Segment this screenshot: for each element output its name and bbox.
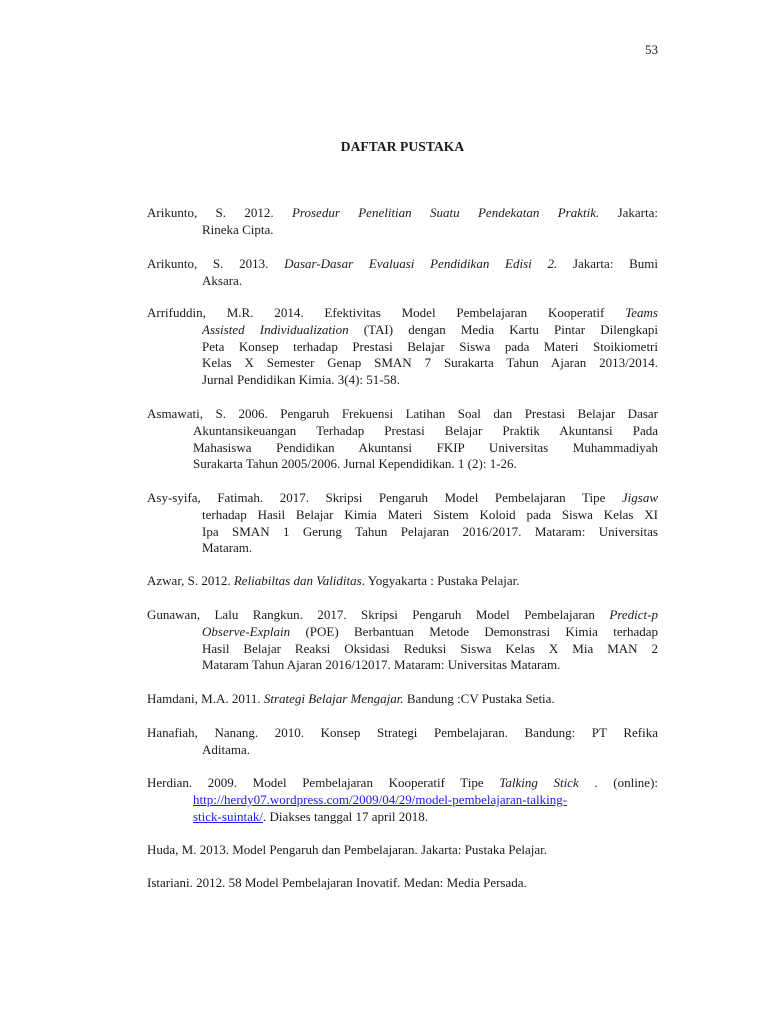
reference-text: Akuntansikeuangan Terhadap Prestasi Belajar Praktik Akuntansi Pada bbox=[193, 422, 658, 438]
reference-line bbox=[147, 322, 658, 339]
reference-entry bbox=[147, 573, 658, 590]
reference-text: Arikunto, S. 2012. bbox=[147, 205, 292, 220]
reference-text: Aditama. bbox=[202, 741, 251, 757]
reference-line bbox=[147, 842, 658, 859]
reference-text: Azwar, S. 2012. bbox=[147, 573, 234, 588]
reference-line bbox=[147, 641, 658, 658]
reference-link[interactable]: http://herdy07.wordpress.com/2009/04/29/model-pembelajaran-talking- bbox=[193, 791, 568, 807]
reference-line bbox=[147, 691, 658, 708]
reference-line bbox=[147, 355, 658, 372]
reference-text: Istariani. 2012. 58 Model Pembelajaran Inovatif. Medan: Media Persada. bbox=[147, 875, 527, 890]
reference-line bbox=[147, 657, 658, 674]
reference-line bbox=[147, 305, 658, 322]
reference-text: . Yogyakarta : Pustaka Pelajar. bbox=[361, 573, 520, 588]
reference-line bbox=[147, 205, 658, 222]
reference-text: Arikunto, S. 2013. bbox=[147, 256, 285, 271]
reference-text: Aksara. bbox=[202, 272, 243, 288]
reference-line bbox=[147, 423, 658, 440]
reference-line bbox=[147, 406, 658, 423]
reference-line bbox=[147, 742, 658, 759]
reference-text: Jakarta: bbox=[599, 205, 659, 220]
reference-text: Jakarta: Bumi bbox=[557, 256, 658, 271]
reference-text: Huda, M. 2013. Model Pengaruh dan Pembelajaran. Jakarta: Pustaka Pelajar. bbox=[147, 842, 548, 857]
reference-line bbox=[147, 256, 658, 273]
reference-line bbox=[147, 624, 658, 641]
reference-line bbox=[147, 273, 658, 290]
reference-text: Asmawati, S. 2006. Pengaruh Frekuensi Latihan Soal dan Prestasi Belajar Dasar bbox=[147, 406, 658, 421]
reference-text: Rineka Cipta. bbox=[202, 221, 274, 237]
reference-text: Jurnal Pendidikan Kimia. 3(4): 51-58. bbox=[202, 372, 400, 388]
reference-italic-title: Dasar-Dasar Evaluasi Pendidikan Edisi 2. bbox=[284, 256, 558, 271]
reference-line bbox=[147, 490, 658, 507]
reference-line bbox=[147, 524, 658, 541]
reference-line bbox=[147, 725, 658, 742]
reference-line bbox=[147, 792, 658, 809]
reference-italic-title: Teams bbox=[625, 305, 658, 320]
reference-line bbox=[147, 875, 658, 892]
reference-line bbox=[147, 372, 658, 389]
reference-text: Hanafiah, Nanang. 2010. Konsep Strategi Pembelajaran. Bandung: PT Refika bbox=[147, 725, 658, 740]
reference-text: Ipa SMAN 1 Gerung Tahun Pelajaran 2016/2017. Mataram: Universitas bbox=[202, 523, 658, 539]
reference-entry bbox=[147, 490, 658, 557]
reference-italic-title: Predict-p bbox=[609, 607, 658, 622]
reference-entry bbox=[147, 691, 658, 708]
reference-italic-title: Prosedur Penelitian Suatu Pendekatan Praktik. bbox=[291, 205, 600, 220]
reference-text: Mataram Tahun Ajaran 2016/12017. Mataram: Universitas Mataram. bbox=[202, 657, 561, 673]
reference-text: Herdian. 2009. Model Pembelajaran Kooperatif Tipe bbox=[147, 775, 500, 790]
reference-text: . Diakses tanggal 17 april 2018. bbox=[263, 808, 429, 824]
reference-line bbox=[147, 456, 658, 473]
reference-line bbox=[147, 440, 658, 457]
reference-entry bbox=[147, 875, 658, 892]
reference-text: Bandung :CV Pustaka Setia. bbox=[403, 691, 555, 706]
reference-text: terhadap Hasil Belajar Kimia Materi Sistem Koloid pada Siswa Kelas XI bbox=[202, 506, 658, 522]
reference-text: Arrifuddin, M.R. 2014. Efektivitas Model Pembelajaran Kooperatif bbox=[147, 305, 626, 320]
reference-text: Hasil Belajar Reaksi Oksidasi Reduksi Siswa Kelas X Mia MAN 2 bbox=[202, 640, 658, 656]
reference-text: Gunawan, Lalu Rangkun. 2017. Skripsi Pengaruh Model Pembelajaran bbox=[147, 607, 610, 622]
reference-text: (POE) Berbantuan Metode Demonstrasi Kimia terhadap bbox=[290, 623, 658, 639]
page-number: 53 bbox=[645, 42, 658, 57]
reference-line bbox=[147, 507, 658, 524]
reference-text: Mataram. bbox=[202, 540, 253, 556]
reference-link[interactable]: stick-suintak/ bbox=[193, 808, 264, 824]
page-title: DAFTAR PUSTAKA bbox=[340, 139, 465, 154]
reference-italic-title: Reliabiltas dan Validitas bbox=[233, 573, 362, 588]
reference-italic-title: Assisted Individualization bbox=[202, 321, 349, 337]
reference-line bbox=[147, 775, 658, 792]
reference-italic-title: Strategi Belajar Mengajar. bbox=[263, 691, 404, 706]
reference-italic-title: Talking Stick bbox=[499, 775, 579, 790]
reference-text: (TAI) dengan Media Kartu Pintar Dilengkapi bbox=[348, 321, 658, 337]
reference-italic-title: Observe-Explain bbox=[202, 623, 291, 639]
reference-line bbox=[147, 809, 658, 826]
reference-text: . (online): bbox=[578, 775, 659, 790]
reference-text: Peta Konsep terhadap Prestasi Belajar Siswa pada Materi Stoikiometri bbox=[202, 338, 658, 354]
reference-line bbox=[147, 339, 658, 356]
reference-line bbox=[147, 607, 658, 624]
reference-entry bbox=[147, 607, 658, 674]
reference-entry bbox=[147, 256, 658, 290]
reference-text: Kelas X Semester Genap SMAN 7 Surakarta Tahun Ajaran 2013/2014. bbox=[202, 355, 658, 371]
reference-italic-title: Jigsaw bbox=[621, 490, 658, 505]
reference-entry bbox=[147, 305, 658, 389]
reference-text: Hamdani, M.A. 2011. bbox=[147, 691, 264, 706]
reference-entry bbox=[147, 406, 658, 473]
reference-entry bbox=[147, 842, 658, 859]
reference-line bbox=[147, 540, 658, 557]
reference-entry bbox=[147, 205, 658, 239]
reference-text: Mahasiswa Pendidikan Akuntansi FKIP Universitas Muhammadiyah bbox=[193, 439, 658, 455]
reference-text: Asy-syifa, Fatimah. 2017. Skripsi Pengaruh Model Pembelajaran Tipe bbox=[147, 490, 622, 505]
reference-text: Surakarta Tahun 2005/2006. Jurnal Kependidikan. 1 (2): 1-26. bbox=[193, 456, 517, 472]
reference-entry bbox=[147, 775, 658, 825]
reference-entry bbox=[147, 725, 658, 759]
reference-line bbox=[147, 573, 658, 590]
reference-line bbox=[147, 222, 658, 239]
